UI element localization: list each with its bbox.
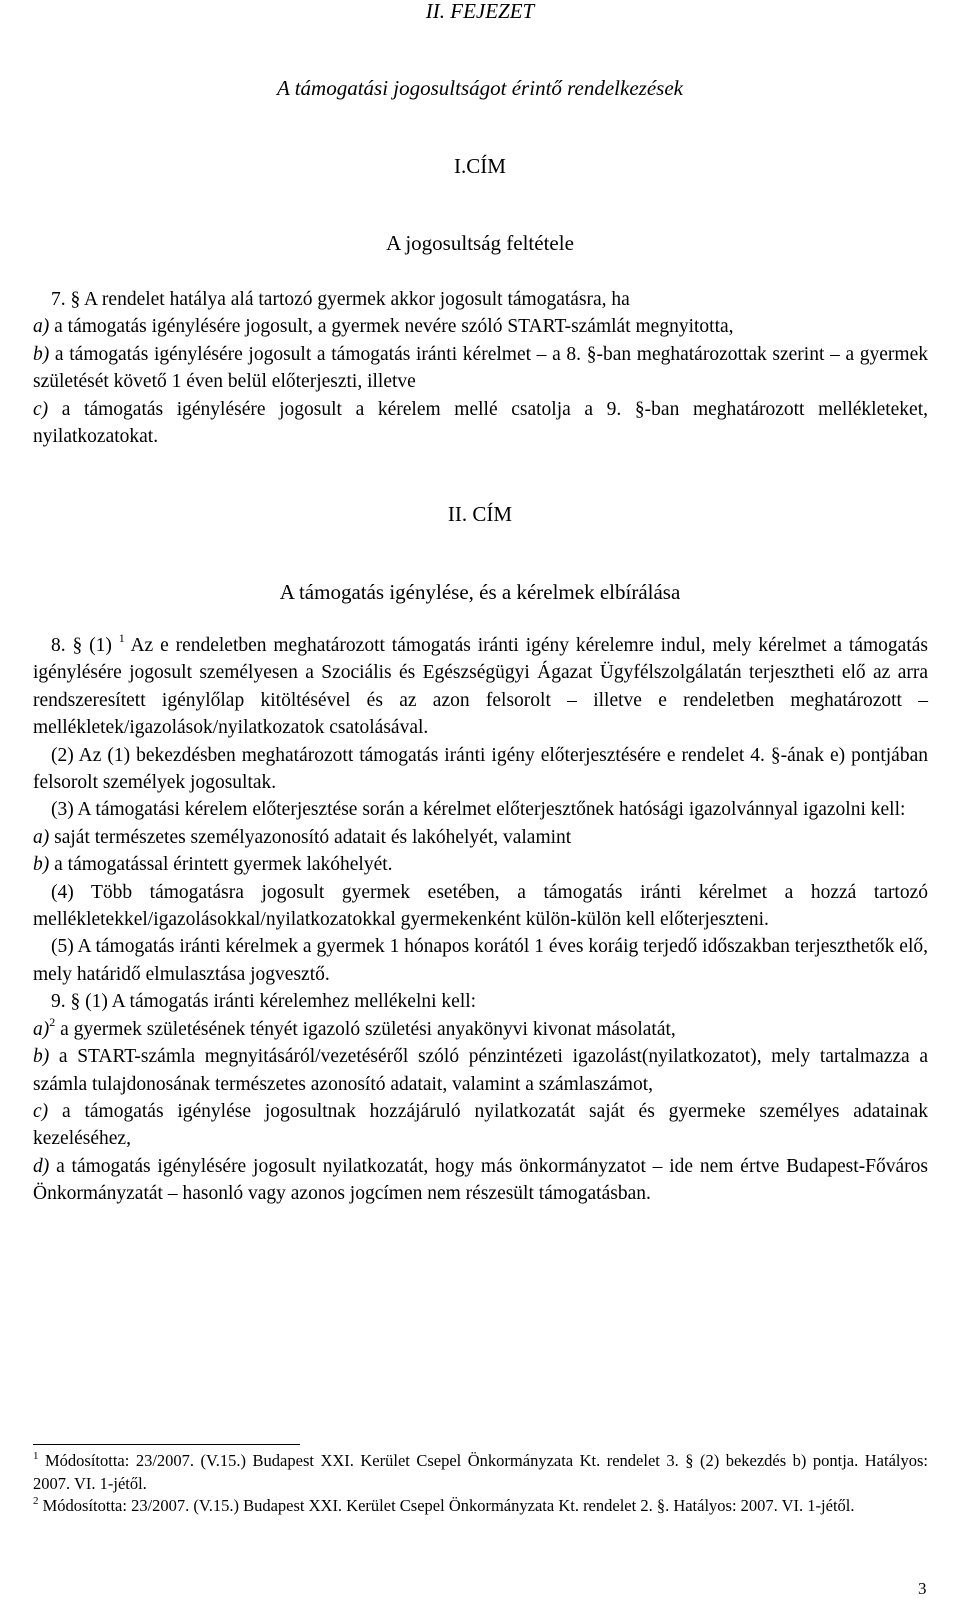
para9-item-d: d) a támogatás igénylésére jogosult nyilatkozatát, hogy más önkormányzatot – ide nem értve Budapest-Főváros Önkormányzatát – hasonló vagy azonos jogcímen nem részesült támogatásban. (33, 1155, 928, 1205)
section-title-1: I.CÍM (454, 154, 506, 178)
chapter-title: II. FEJEZET (425, 0, 535, 23)
para7-intro: 7. § A rendelet hatálya alá tartozó gyermek akkor jogosult támogatásra, ha (51, 289, 630, 310)
para8-1: 8. § (1) $^1$ Az e rendeletben meghatározott támogatás iránti igény kérelemre indul, mely kérelmet a támogatás igénylésére jogosult személyesen a Szociális és Egészségügyi Ágazat Ügyfélszolgálatán terjesztheti elő az arra rendszeresített igénylőlap kitöltésével és az azon felsorolt – illetve e rendeletben meghatározott – mellékletek/igazolások/nyilatkozatok csatolásával. (33, 631, 928, 739)
footnote-1: $^1$ Módosította: 23/2007. (V.15.) Budapest XXI. Kerület Csepel Önkormányzata Kt. rendelet 3. § (2) bekezdés b) pontja. Hatályos: 2007. VI. 1-jétől. (33, 1450, 928, 1493)
para9-item-c: c) a támogatás igénylése jogosultnak hozzájáruló nyilatkozatát saját és gyermeke személyes adatainak kezeléséhez, (33, 1100, 928, 1150)
footnote-ref-2[interactable]: 2 (49, 1014, 56, 1029)
para7-item-a: a) a támogatás igénylésére jogosult, a gyermek nevére szóló START-számlát megnyitotta, (33, 316, 734, 338)
footnote-divider (33, 1444, 300, 1445)
section-subtitle-1: A jogosultság feltétele (386, 231, 574, 255)
para8-2: (2) Az (1) bekezdésben meghatározott támogatás iránti igény előterjesztésére e rendelet 4. §-ának e) pontjában felsorolt személyek jogosultak. (33, 744, 928, 794)
section-title-2: II. CÍM (447, 502, 513, 526)
para7-item-c: c) a támogatás igénylésére jogosult a kérelem mellé csatolja a 9. §-ban meghatározott mellékleteket, nyilatkozatokat. (33, 398, 928, 448)
footnote-2: $^2$ Módosította: 23/2007. (V.15.) Budapest XXI. Kerület Csepel Önkormányzata Kt. rendelet 2. §. Hatályos: 2007. VI. 1-jétől. (33, 1495, 855, 1515)
paragraph-8-9 (33, 632, 928, 1208)
para8-3-item-a: a) saját természetes személyazonosító adatait és lakóhelyét, valamint (33, 826, 572, 848)
paragraph-7 (33, 286, 928, 450)
para8-5: (5) A támogatás iránti kérelmek a gyermek 1 hónapos korától 1 éves koráig terjedő időszakban terjeszthetők elő, mely határidő elmulasztása jogvesztő. (33, 936, 928, 985)
footnotes (33, 1450, 928, 1518)
para9-1: 9. § (1) A támogatás iránti kérelemhez mellékelni kell: (51, 991, 477, 1013)
page-number: 3 (918, 1579, 927, 1598)
para9-item-a: a)$^2$ a gyermek születésének tényét igazoló születési anyakönyvi kivonat másolatát, (33, 1014, 676, 1040)
footnote-ref-1[interactable]: 1 (118, 631, 125, 645)
para8-3-item-b: b) a támogatással érintett gyermek lakóhelyét. (33, 854, 393, 876)
section-subtitle-2: A támogatás igénylése, és a kérelmek elbírálása (279, 580, 681, 604)
para7-item-b: b) a támogatás igénylésére jogosult a támogatás iránti kérelmet – a 8. §-ban meghatározottak szerint – a gyermek születését követő 1 éven belül előterjeszti, illetve (33, 343, 928, 393)
para9-item-b: b) a START-számla megnyitásáról/vezetéséről szóló pénzintézeti igazolást(nyilatkozatot), mely tartalmazza a számla tulajdonosának természetes azonosító adatait, valamint a számlaszámot, (33, 1046, 928, 1095)
para8-3: (3) A támogatási kérelem előterjesztése során a kérelmet előterjesztőnek hatósági igazolvánnyal igazolni kell: (51, 799, 906, 821)
para8-4: (4) Több támogatásra jogosult gyermek esetében, a támogatás iránti kérelmet a hozzá tartozó mellékletekkel/igazolásokkal/nyilatkozatokkal gyermekenként külön-külön kell előterjeszteni. (33, 881, 928, 931)
chapter-subtitle: A támogatási jogosultságot érintő rendelkezések (277, 76, 683, 100)
